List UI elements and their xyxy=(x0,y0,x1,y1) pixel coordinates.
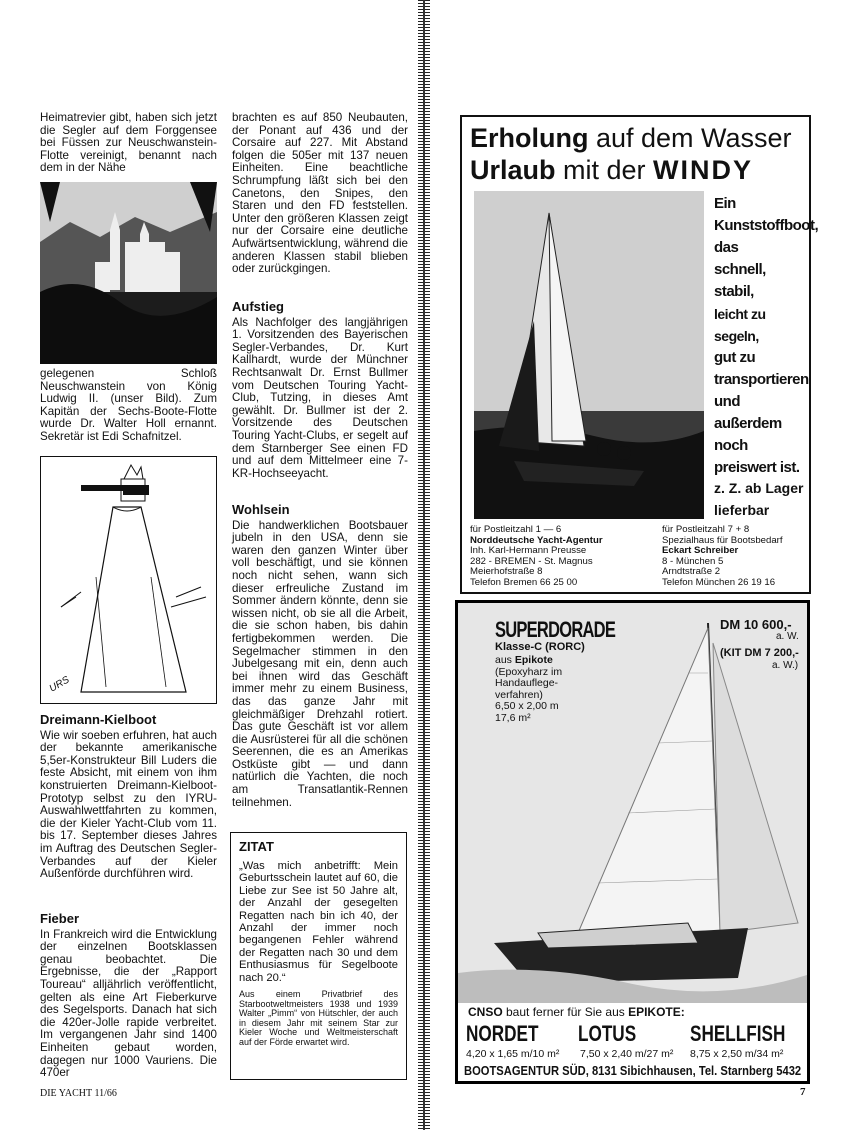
spec-line: 17,6 m² xyxy=(495,711,531,724)
feature-line: gut zu xyxy=(714,349,756,366)
section-text: Wie wir soeben erfuhren, hat auch der bekannte amerikanische 5,5er-Konstrukteur Bill Luders die feste Absicht, mit einem von ihm konstruierten Dreimann-Kielboot-Prototyp selbst zu den IYRU-Auswahlwettfahrten zu kommen, die der Kieler Yacht-Club vom 11. bis 17. September dieses Jahres im Auftrag des Deutschen Segler-Verbandes auf der Kieler Außenförde durchführen wird. xyxy=(40,728,217,881)
dealer-region: für Postleitzahl 7 + 8 xyxy=(662,524,750,535)
feature-line: das xyxy=(714,239,739,256)
column-1-intro xyxy=(40,112,217,175)
model-dims-shellfish: 8,75 x 2,50 m/34 m² xyxy=(690,1048,784,1060)
spec-line: verfahren) xyxy=(495,688,543,701)
intro-text: brachten es auf 850 Neubauten, der Ponant auf 436 und der Corsaire auf 227. Mit Abstand folgen die 505er mit 137 neuen Einheiten. Eine beachtliche Schrumpfung läßt sich bei den Canetons, den Snipes, den Staren und den FD feststellen. Unter den größeren Klassen zeigt nur der Corsaire eine deutliche Aufwärtsentwicklung, während die anderen Klassen stabil blieben oder zurückgingen. xyxy=(232,111,408,276)
section-heading: Aufstieg xyxy=(232,299,284,314)
stock-line: lieferbar xyxy=(714,502,770,518)
superdorade-subtitle: Klasse-C (RORC) xyxy=(495,641,585,653)
superdorade-ad xyxy=(455,600,810,1084)
zitat-box xyxy=(230,832,407,1080)
zitat-source: Aus einem Privatbrief des Starbootweltmeisters 1938 und 1939 Walter „Pimm“ von Hütschler, der auch in diesem Jahr mit seinem Star zur Kieler Woche und Weltmeisterschaft auf der Förde erwartet wird. xyxy=(239,989,398,1048)
spec-word: aus xyxy=(495,654,512,666)
section-dreimann xyxy=(40,714,217,881)
superdorade-ad-body xyxy=(458,603,807,1081)
stock-line: z. Z. ab Lager xyxy=(714,480,804,496)
feature-line: und xyxy=(714,393,740,410)
cartoon-drawing xyxy=(40,456,217,704)
spec-line: 6,50 x 2,00 m xyxy=(495,700,559,712)
caption-text: gelegenen Schloß Neuschwanstein von König Ludwig II. (unser Bild). Zum Kapitän der Sechs-Boote-Flotte wurde Dr. Walter Holl ernannt. Sekretär ist Edi Schafnitzel. xyxy=(40,367,217,443)
cartoon-signature: URS xyxy=(47,674,72,695)
spec-line: Handauflege- xyxy=(495,677,559,689)
windy-features-list xyxy=(714,193,819,479)
section-fieber xyxy=(40,913,217,1080)
agency-line: BOOTSAGENTUR SÜD, 8131 Sibichhausen, Tel. Starnberg 5432 xyxy=(464,1063,802,1078)
section-text: In Frankreich wird die Entwicklung der einzelnen Bootsklassen genau beobachtet. Die Ergebnisse, die der „Rapport Toureau“ alljährlich veröffentlicht, gelten als eine Art Fieberkurve des Segelsports. Danach hat sich die 420er-Jolle rapide verbreitet. Im vergangenen Jahr sind 1400 Einheiten gebaut worden, dagegen nur 1000 Vauriens. Die 470er xyxy=(40,927,217,1080)
windy-sailboat-photo xyxy=(474,191,704,519)
windy-stock-note xyxy=(714,477,810,521)
feature-line: außerdem xyxy=(714,415,782,432)
windy-headline-2 xyxy=(470,155,753,185)
model-name-lotus: LOTUS xyxy=(578,1021,637,1046)
headline-mid: mit der xyxy=(555,155,654,185)
dealer-company: Norddeutsche Yacht-Agentur xyxy=(470,534,603,546)
windy-dealer-north xyxy=(470,525,650,589)
column-2-intro xyxy=(232,112,408,276)
dealer-region: für Postleitzahl 1 — 6 xyxy=(470,524,562,535)
windy-ad xyxy=(460,115,819,594)
photo-caption xyxy=(40,368,217,444)
feature-line: preiswert ist. xyxy=(714,459,800,476)
dealer-line: Arndtstraße 2 xyxy=(662,566,721,578)
windy-dealer-south xyxy=(662,525,807,589)
superdorade-price-sub: a. W. xyxy=(776,631,799,642)
model-dims-lotus: 7,50 x 2,40 m/27 m² xyxy=(580,1048,674,1060)
page-gutter xyxy=(418,0,430,1130)
magazine-footer: DIE YACHT 11/66 xyxy=(40,1088,117,1099)
cnso-text: baut ferner für Sie aus xyxy=(502,1005,629,1019)
section-text: Die handwerklichen Bootsbauer jubeln in den USA, denn sie waren den ganzen Winter über voll beschäftigt, und sie können noch nicht sehen, wann sich dieser erfreuliche Zustand im Sommer ändern könnte, denn sie wissen nicht, ob sie all die Arbeit, die sie schon haben, bis dahin fertigbekommen werden. Die Segelmacher stimmen in den Jubelgesang mit ein, denn auch bei ihnen wird das Geschäft immer mehr zu einem Business, das das ganze Jahr mit gleichmäßiger Drehzahl rotiert. Das gute Geschäft ist vor allem die Ausrüsterei für all die schönen Seerennen, die es an Amerikas Ostküste gibt — und dann natürlich die Yachten, die noch am Transatlantik-Rennen teilnehmen. xyxy=(232,518,408,809)
section-heading: Fieber xyxy=(40,911,80,926)
section-text: Als Nachfolger des langjährigen 1. Vorsitzenden des Bayerischen Segler-Verbandes, Dr. Kurt Kallhardt, wurde der Münchner Rechtsanwalt Dr. Ernst Bullmer vom Deutschen Touring Yacht-Club, Tutzing, in dieses Amt gewählt. Dr. Bullmer ist der 2. Vorsitzende des Deutschen Touring Yacht-Clubs, er segelt auf dem Starnberger See einen FD und auf dem Mittelmeer eine 7-KR-Hochseeyacht. xyxy=(232,315,408,480)
spec-line: (Epoxyharz im xyxy=(495,665,563,678)
superdorade-kit-price: (KIT DM 7 200,- xyxy=(720,647,799,659)
feature-line: transportieren xyxy=(714,371,809,388)
section-wohlsein xyxy=(232,504,408,809)
dealer-company: Eckart Schreiber xyxy=(662,545,739,557)
feature-line: stabil, xyxy=(714,283,754,300)
superdorade-specs xyxy=(495,655,605,724)
model-name-shellfish: SHELLFISH xyxy=(690,1021,786,1046)
feature-line: Ein xyxy=(714,195,736,212)
superdorade-title: SUPERDORADE xyxy=(495,617,616,642)
superdorade-kit-sub: a. W.) xyxy=(772,660,799,671)
cnso-material: EPIKOTE: xyxy=(628,1005,685,1019)
spec-material: Epikote xyxy=(514,654,553,666)
windy-headline-1 xyxy=(470,123,792,153)
headline-bold: Urlaub xyxy=(470,155,556,185)
dealer-line: Telefon München 26 19 16 xyxy=(662,576,776,588)
intro-text: Heimatrevier gibt, haben sich jetzt die Segler auf dem Forggensee bei Füssen zur Neuschwanstein-Flotte vereinigt, benannt nach dem in der Nähe xyxy=(40,111,217,175)
dealer-line: 282 - BREMEN - St. Magnus xyxy=(470,555,593,567)
headline-bold: Erholung xyxy=(470,123,589,153)
feature-line: leicht zu segeln, xyxy=(714,306,766,344)
page-number: 7 xyxy=(800,1086,806,1098)
cnso-panel xyxy=(458,1003,807,1081)
headline-rest: auf dem Wasser xyxy=(588,123,792,153)
model-name-nordet: NORDET xyxy=(466,1021,539,1046)
castle-photo xyxy=(40,182,217,364)
model-dims-nordet: 4,20 x 1,65 m/10 m² xyxy=(466,1048,560,1060)
section-heading: Dreimann-Kielboot xyxy=(40,712,157,727)
feature-line: schnell, xyxy=(714,261,766,278)
feature-line: Kunststoffboot, xyxy=(714,217,819,234)
zitat-quote: „Was mich anbetrifft: Mein Geburtsschein lautet auf 60, die Liebe zur See ist 50 Jahre alt, der Anzahl der gesegelten Regatten nach bin ich 40, der Anzahl der immer noch begangenen Fehler während der Regatten nach 30 und dem Enthusiasmus für Segelboote nach 20.“ xyxy=(239,860,398,984)
section-aufstieg xyxy=(232,301,408,480)
dealer-line: 8 - München 5 xyxy=(662,555,724,567)
feature-line: noch xyxy=(714,437,748,454)
cnso-brand: CNSO xyxy=(468,1005,503,1019)
dealer-line: Inh. Karl-Hermann Preusse xyxy=(470,545,587,557)
zitat-title: ZITAT xyxy=(239,839,274,854)
section-heading: Wohlsein xyxy=(232,502,290,517)
dealer-line: Telefon Bremen 66 25 00 xyxy=(470,576,578,588)
brand-name: WINDY xyxy=(653,155,754,185)
dealer-line: Spezialhaus für Bootsbedarf xyxy=(662,534,783,546)
superdorade-price: DM 10 600,- xyxy=(720,617,792,632)
cnso-line xyxy=(468,1005,685,1019)
dealer-line: Meierhofstraße 8 xyxy=(470,566,543,578)
